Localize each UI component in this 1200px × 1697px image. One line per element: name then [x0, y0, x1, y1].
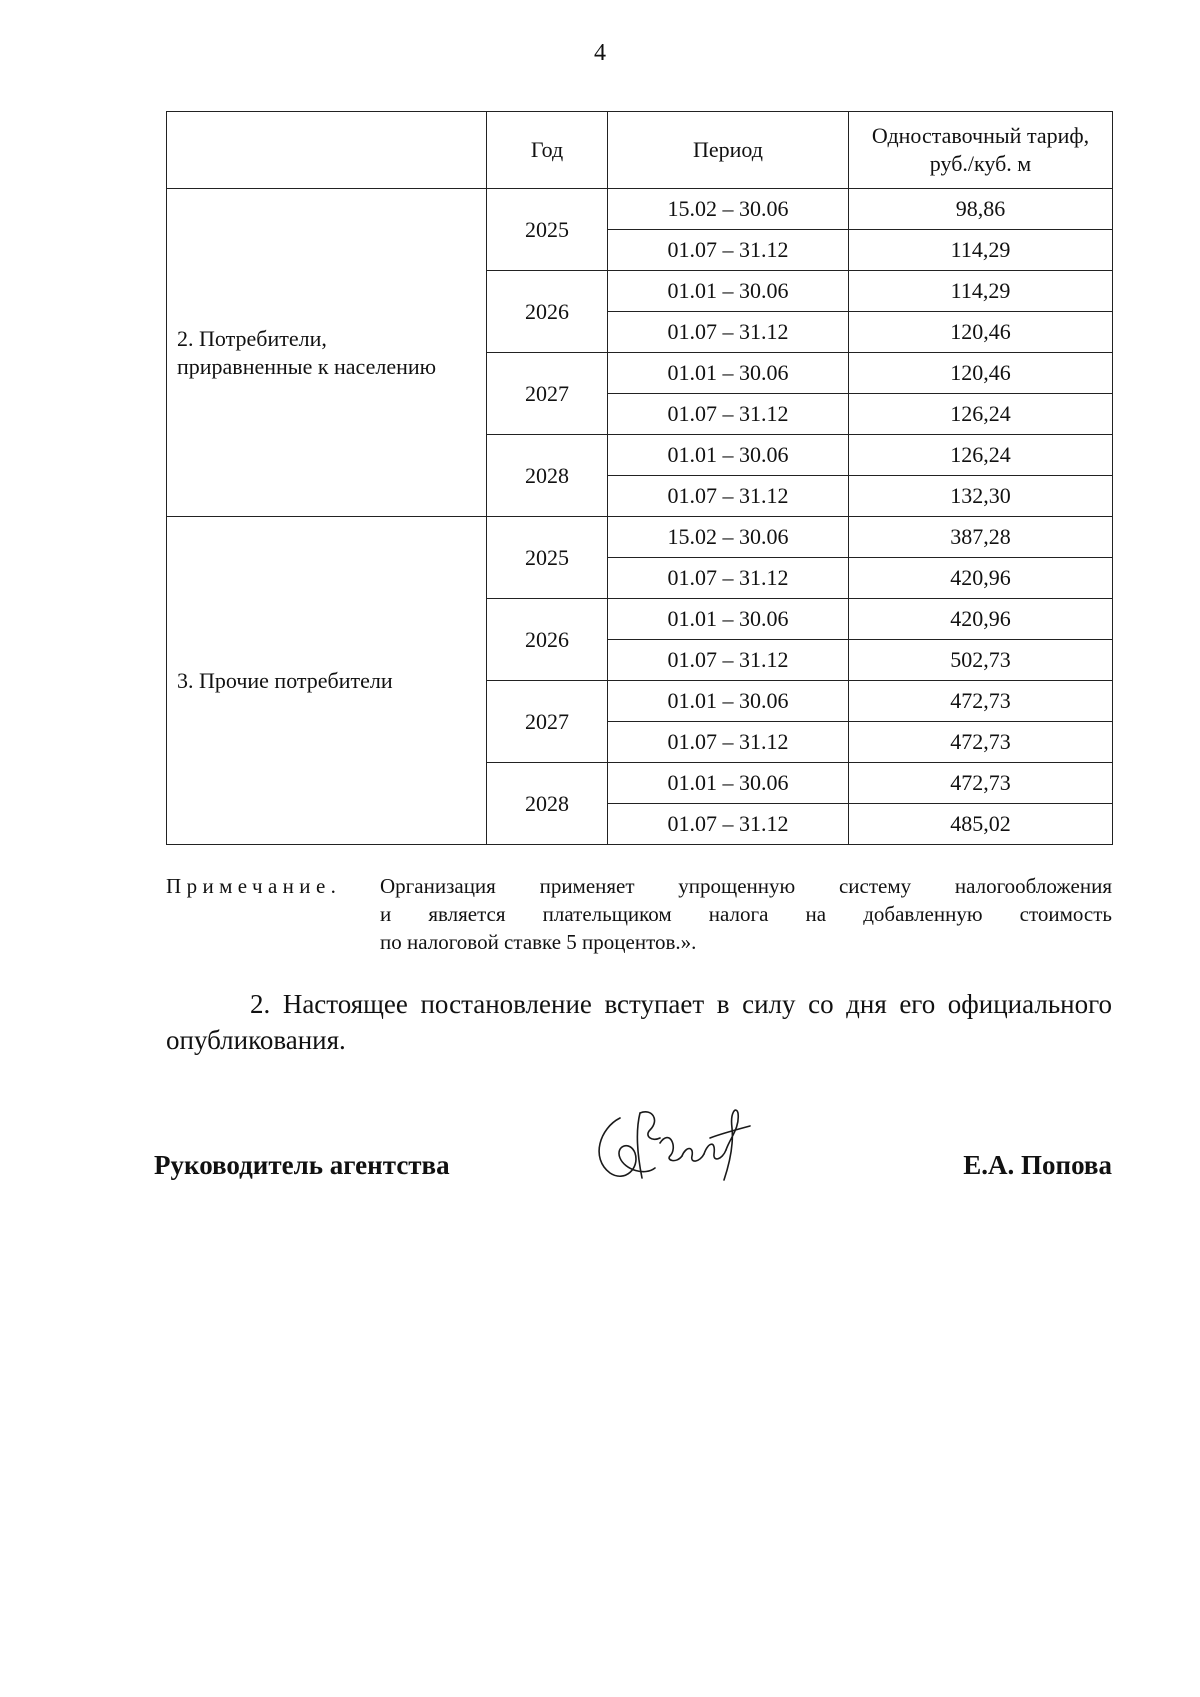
clause-paragraph: [166, 986, 1112, 1058]
year-cell: 2027: [487, 353, 608, 435]
period-cell: 01.01 – 30.06: [608, 435, 849, 476]
year-cell: 2028: [487, 763, 608, 845]
header-tariff-line2: руб./куб. м: [929, 151, 1032, 176]
period-cell: 01.01 – 30.06: [608, 763, 849, 804]
consumer-group-label: 3. Прочие потребители: [177, 667, 393, 693]
signatory-name: Е.А. Попова: [963, 1150, 1112, 1180]
period-cell: 01.07 – 31.12: [608, 394, 849, 435]
period-cell: 01.07 – 31.12: [608, 640, 849, 681]
table-row: [167, 517, 1113, 558]
tariff-value-cell: 120,46: [849, 353, 1113, 394]
tariff-value-cell: 502,73: [849, 640, 1113, 681]
tariff-value-cell: 98,86: [849, 189, 1113, 230]
consumer-group-cell: [167, 517, 487, 845]
period-cell: 01.07 – 31.12: [608, 558, 849, 599]
tariff-value-cell: 420,96: [849, 599, 1113, 640]
clause-line: 2. Настоящее постановление вступает в силу со дня его официального: [250, 989, 1112, 1019]
period-cell: 01.07 – 31.12: [608, 722, 849, 763]
tariff-value-cell: 472,73: [849, 681, 1113, 722]
tariff-value-cell: 472,73: [849, 722, 1113, 763]
period-cell: 01.01 – 30.06: [608, 353, 849, 394]
year-cell: 2027: [487, 681, 608, 763]
period-cell: 01.01 – 30.06: [608, 599, 849, 640]
consumer-group-cell: [167, 189, 487, 517]
note-line: Организация применяет упрощенную систему налогообложения: [380, 874, 1112, 898]
tariff-value-cell: 485,02: [849, 804, 1113, 845]
header-tariff-line1: Одноставочный тариф,: [871, 123, 1090, 148]
page-number: 4: [594, 40, 606, 66]
header-period: Период: [608, 112, 849, 189]
period-cell: 15.02 – 30.06: [608, 189, 849, 230]
note-line: по налоговой ставке 5 процентов.».: [380, 930, 697, 954]
tariff-value-cell: 132,30: [849, 476, 1113, 517]
note-text: [380, 872, 1112, 956]
tariff-value-cell: 120,46: [849, 312, 1113, 353]
tariff-value-cell: 126,24: [849, 435, 1113, 476]
period-cell: 01.01 – 30.06: [608, 681, 849, 722]
year-cell: 2025: [487, 517, 608, 599]
year-cell: 2028: [487, 435, 608, 517]
handwritten-signature: [580, 1098, 770, 1188]
period-cell: 15.02 – 30.06: [608, 517, 849, 558]
tariff-value-cell: 472,73: [849, 763, 1113, 804]
consumer-group-label: приравненные к населению: [177, 353, 437, 379]
period-cell: 01.07 – 31.12: [608, 804, 849, 845]
consumer-group-label: 2. Потребители,: [177, 325, 327, 351]
period-cell: 01.07 – 31.12: [608, 230, 849, 271]
period-cell: 01.07 – 31.12: [608, 476, 849, 517]
header-year: Год: [487, 112, 608, 189]
table-row: [167, 189, 1113, 230]
tariff-value-cell: 126,24: [849, 394, 1113, 435]
year-cell: 2026: [487, 271, 608, 353]
note-line: и является плательщиком налога на добавленную стоимость: [380, 902, 1112, 926]
tariff-value-cell: 420,96: [849, 558, 1113, 599]
year-cell: 2026: [487, 599, 608, 681]
signatory-role: Руководитель агентства: [154, 1150, 450, 1180]
tariff-value-cell: 114,29: [849, 230, 1113, 271]
tariff-value-cell: 114,29: [849, 271, 1113, 312]
table-body: [167, 189, 1113, 845]
tariff-table: [166, 111, 1113, 845]
year-cell: 2025: [487, 189, 608, 271]
clause-line: опубликования.: [166, 1025, 346, 1055]
period-cell: 01.01 – 30.06: [608, 271, 849, 312]
tariff-value-cell: 387,28: [849, 517, 1113, 558]
table-header-row: [167, 112, 1113, 189]
note-label: Примечание.: [166, 874, 342, 898]
header-group: [167, 112, 487, 189]
period-cell: 01.07 – 31.12: [608, 312, 849, 353]
header-tariff: [849, 112, 1113, 189]
